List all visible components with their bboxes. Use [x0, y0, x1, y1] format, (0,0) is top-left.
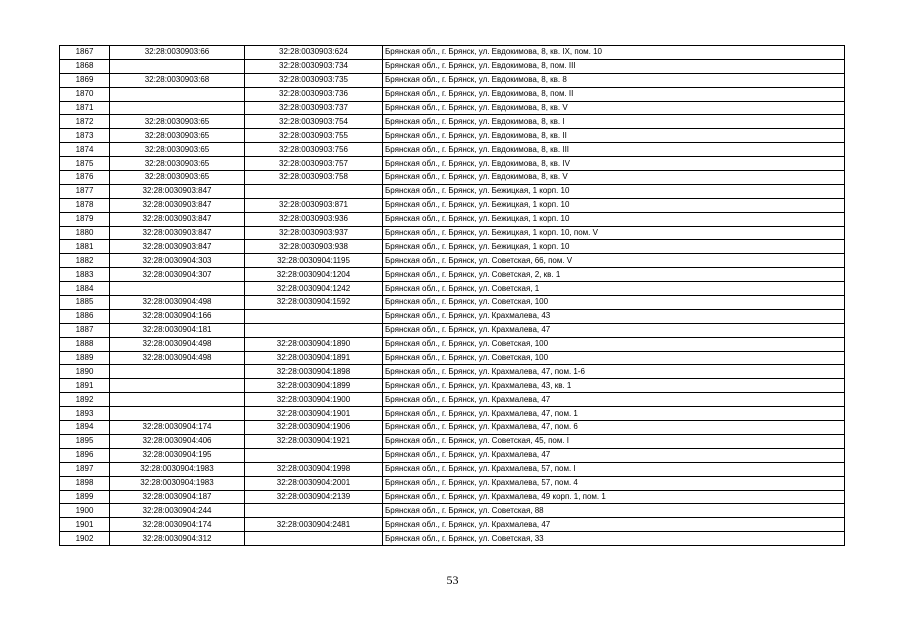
land-cadastral-number-cell: 32:28:0030903:65: [110, 171, 245, 185]
table-row: [60, 212, 845, 226]
address-cell: Брянская обл., г. Брянск, ул. Крахмалева, 57, пом. 4: [383, 476, 845, 490]
row-number-cell: 1871: [60, 101, 110, 115]
table-row: [60, 393, 845, 407]
object-cadastral-number-cell: 32:28:0030904:1898: [245, 365, 383, 379]
page-number: 53: [446, 573, 459, 587]
table-row: [60, 184, 845, 198]
object-cadastral-number-cell: 32:28:0030903:756: [245, 143, 383, 157]
land-cadastral-number-cell: [110, 379, 245, 393]
row-number-cell: 1867: [60, 46, 110, 60]
land-cadastral-number-cell: 32:28:0030903:847: [110, 240, 245, 254]
address-cell: Брянская обл., г. Брянск, ул. Советская, 45, пом. I: [383, 434, 845, 448]
row-number-cell: 1881: [60, 240, 110, 254]
object-cadastral-number-cell: 32:28:0030904:1242: [245, 282, 383, 296]
object-cadastral-number-cell: [245, 532, 383, 546]
address-cell: Брянская обл., г. Брянск, ул. Бежицкая, 1 корп. 10: [383, 198, 845, 212]
land-cadastral-number-cell: [110, 59, 245, 73]
table-row: [60, 476, 845, 490]
registry-table: [59, 45, 845, 546]
table-row: [60, 365, 845, 379]
address-cell: Брянская обл., г. Брянск, ул. Советская, 100: [383, 351, 845, 365]
object-cadastral-number-cell: 32:28:0030904:1900: [245, 393, 383, 407]
object-cadastral-number-cell: 32:28:0030904:2001: [245, 476, 383, 490]
address-cell: Брянская обл., г. Брянск, ул. Крахмалева, 43: [383, 309, 845, 323]
land-cadastral-number-cell: 32:28:0030903:68: [110, 73, 245, 87]
table-row: [60, 115, 845, 129]
address-cell: Брянская обл., г. Брянск, ул. Бежицкая, 1 корп. 10: [383, 212, 845, 226]
address-cell: Брянская обл., г. Брянск, ул. Крахмалева, 43, кв. 1: [383, 379, 845, 393]
table-row: [60, 254, 845, 268]
row-number-cell: 1878: [60, 198, 110, 212]
object-cadastral-number-cell: 32:28:0030903:737: [245, 101, 383, 115]
land-cadastral-number-cell: 32:28:0030903:65: [110, 157, 245, 171]
land-cadastral-number-cell: 32:28:0030904:174: [110, 421, 245, 435]
table-row: [60, 46, 845, 60]
object-cadastral-number-cell: 32:28:0030904:1891: [245, 351, 383, 365]
row-number-cell: 1884: [60, 282, 110, 296]
land-cadastral-number-cell: [110, 393, 245, 407]
object-cadastral-number-cell: [245, 323, 383, 337]
address-cell: Брянская обл., г. Брянск, ул. Бежицкая, 1 корп. 10: [383, 184, 845, 198]
address-cell: Брянская обл., г. Брянск, ул. Бежицкая, 1 корп. 10, пом. V: [383, 226, 845, 240]
row-number-cell: 1870: [60, 87, 110, 101]
row-number-cell: 1898: [60, 476, 110, 490]
land-cadastral-number-cell: 32:28:0030903:847: [110, 212, 245, 226]
table-row: [60, 101, 845, 115]
land-cadastral-number-cell: [110, 365, 245, 379]
address-cell: Брянская обл., г. Брянск, ул. Советская, 66, пом. V: [383, 254, 845, 268]
registry-table-body: [60, 46, 845, 546]
row-number-cell: 1901: [60, 518, 110, 532]
table-row: [60, 240, 845, 254]
row-number-cell: 1868: [60, 59, 110, 73]
land-cadastral-number-cell: 32:28:0030903:65: [110, 143, 245, 157]
table-row: [60, 421, 845, 435]
table-row: [60, 73, 845, 87]
address-cell: Брянская обл., г. Брянск, ул. Советская, 1: [383, 282, 845, 296]
object-cadastral-number-cell: 32:28:0030903:735: [245, 73, 383, 87]
table-row: [60, 198, 845, 212]
address-cell: Брянская обл., г. Брянск, ул. Евдокимова, 8, кв. III: [383, 143, 845, 157]
land-cadastral-number-cell: [110, 101, 245, 115]
address-cell: Брянская обл., г. Брянск, ул. Крахмалева, 47, пом. 1-6: [383, 365, 845, 379]
land-cadastral-number-cell: 32:28:0030903:65: [110, 129, 245, 143]
object-cadastral-number-cell: 32:28:0030904:1195: [245, 254, 383, 268]
object-cadastral-number-cell: 32:28:0030904:1890: [245, 337, 383, 351]
table-row: [60, 462, 845, 476]
object-cadastral-number-cell: 32:28:0030903:755: [245, 129, 383, 143]
object-cadastral-number-cell: 32:28:0030904:1899: [245, 379, 383, 393]
object-cadastral-number-cell: [245, 504, 383, 518]
object-cadastral-number-cell: 32:28:0030904:1998: [245, 462, 383, 476]
land-cadastral-number-cell: 32:28:0030904:312: [110, 532, 245, 546]
object-cadastral-number-cell: [245, 184, 383, 198]
land-cadastral-number-cell: [110, 407, 245, 421]
address-cell: Брянская обл., г. Брянск, ул. Евдокимова, 8, пом. III: [383, 59, 845, 73]
address-cell: Брянская обл., г. Брянск, ул. Крахмалева, 47, пом. 1: [383, 407, 845, 421]
row-number-cell: 1900: [60, 504, 110, 518]
object-cadastral-number-cell: 32:28:0030904:1592: [245, 296, 383, 310]
table-row: [60, 268, 845, 282]
address-cell: Брянская обл., г. Брянск, ул. Крахмалева, 47: [383, 448, 845, 462]
row-number-cell: 1899: [60, 490, 110, 504]
row-number-cell: 1876: [60, 171, 110, 185]
land-cadastral-number-cell: 32:28:0030904:406: [110, 434, 245, 448]
land-cadastral-number-cell: [110, 282, 245, 296]
row-number-cell: 1883: [60, 268, 110, 282]
address-cell: Брянская обл., г. Брянск, ул. Крахмалева, 57, пом. I: [383, 462, 845, 476]
land-cadastral-number-cell: 32:28:0030903:65: [110, 115, 245, 129]
row-number-cell: 1902: [60, 532, 110, 546]
row-number-cell: 1894: [60, 421, 110, 435]
table-row: [60, 157, 845, 171]
row-number-cell: 1891: [60, 379, 110, 393]
land-cadastral-number-cell: 32:28:0030904:244: [110, 504, 245, 518]
address-cell: Брянская обл., г. Брянск, ул. Советская, 100: [383, 296, 845, 310]
row-number-cell: 1874: [60, 143, 110, 157]
land-cadastral-number-cell: 32:28:0030903:847: [110, 226, 245, 240]
land-cadastral-number-cell: 32:28:0030904:181: [110, 323, 245, 337]
table-row: [60, 59, 845, 73]
table-row: [60, 129, 845, 143]
address-cell: Брянская обл., г. Брянск, ул. Евдокимова, 8, кв. V: [383, 101, 845, 115]
row-number-cell: 1893: [60, 407, 110, 421]
table-row: [60, 351, 845, 365]
row-number-cell: 1887: [60, 323, 110, 337]
land-cadastral-number-cell: 32:28:0030904:195: [110, 448, 245, 462]
land-cadastral-number-cell: 32:28:0030904:303: [110, 254, 245, 268]
address-cell: Брянская обл., г. Брянск, ул. Крахмалева, 49 корп. 1, пом. 1: [383, 490, 845, 504]
table-row: [60, 532, 845, 546]
land-cadastral-number-cell: 32:28:0030903:847: [110, 184, 245, 198]
address-cell: Брянская обл., г. Брянск, ул. Евдокимова, 8, кв. 8: [383, 73, 845, 87]
object-cadastral-number-cell: 32:28:0030903:624: [245, 46, 383, 60]
address-cell: Брянская обл., г. Брянск, ул. Крахмалева, 47: [383, 323, 845, 337]
address-cell: Брянская обл., г. Брянск, ул. Советская, 33: [383, 532, 845, 546]
land-cadastral-number-cell: 32:28:0030904:187: [110, 490, 245, 504]
address-cell: Брянская обл., г. Брянск, ул. Евдокимова, 8, кв. I: [383, 115, 845, 129]
row-number-cell: 1885: [60, 296, 110, 310]
object-cadastral-number-cell: 32:28:0030904:1921: [245, 434, 383, 448]
land-cadastral-number-cell: 32:28:0030903:66: [110, 46, 245, 60]
table-row: [60, 504, 845, 518]
table-row: [60, 296, 845, 310]
table-row: [60, 309, 845, 323]
row-number-cell: 1889: [60, 351, 110, 365]
address-cell: Брянская обл., г. Брянск, ул. Крахмалева, 47: [383, 518, 845, 532]
land-cadastral-number-cell: 32:28:0030904:166: [110, 309, 245, 323]
address-cell: Брянская обл., г. Брянск, ул. Крахмалева, 47: [383, 393, 845, 407]
object-cadastral-number-cell: 32:28:0030904:1901: [245, 407, 383, 421]
land-cadastral-number-cell: 32:28:0030904:498: [110, 296, 245, 310]
address-cell: Брянская обл., г. Брянск, ул. Советская, 100: [383, 337, 845, 351]
object-cadastral-number-cell: 32:28:0030903:936: [245, 212, 383, 226]
table-row: [60, 87, 845, 101]
land-cadastral-number-cell: 32:28:0030904:498: [110, 337, 245, 351]
land-cadastral-number-cell: 32:28:0030904:174: [110, 518, 245, 532]
row-number-cell: 1882: [60, 254, 110, 268]
object-cadastral-number-cell: 32:28:0030903:757: [245, 157, 383, 171]
address-cell: Брянская обл., г. Брянск, ул. Крахмалева, 47, пом. 6: [383, 421, 845, 435]
table-row: [60, 379, 845, 393]
table-row: [60, 490, 845, 504]
row-number-cell: 1896: [60, 448, 110, 462]
object-cadastral-number-cell: 32:28:0030903:938: [245, 240, 383, 254]
table-row: [60, 518, 845, 532]
object-cadastral-number-cell: 32:28:0030903:734: [245, 59, 383, 73]
row-number-cell: 1875: [60, 157, 110, 171]
land-cadastral-number-cell: 32:28:0030904:1983: [110, 476, 245, 490]
object-cadastral-number-cell: 32:28:0030903:736: [245, 87, 383, 101]
table-row: [60, 323, 845, 337]
address-cell: Брянская обл., г. Брянск, ул. Евдокимова, 8, кв. IX, пом. 10: [383, 46, 845, 60]
object-cadastral-number-cell: 32:28:0030904:2481: [245, 518, 383, 532]
address-cell: Брянская обл., г. Брянск, ул. Евдокимова, 8, пом. II: [383, 87, 845, 101]
address-cell: Брянская обл., г. Брянск, ул. Бежицкая, 1 корп. 10: [383, 240, 845, 254]
table-row: [60, 282, 845, 296]
object-cadastral-number-cell: [245, 448, 383, 462]
table-row: [60, 448, 845, 462]
object-cadastral-number-cell: 32:28:0030904:1204: [245, 268, 383, 282]
object-cadastral-number-cell: 32:28:0030903:871: [245, 198, 383, 212]
row-number-cell: 1873: [60, 129, 110, 143]
table-row: [60, 171, 845, 185]
object-cadastral-number-cell: 32:28:0030903:937: [245, 226, 383, 240]
table-row: [60, 407, 845, 421]
row-number-cell: 1886: [60, 309, 110, 323]
row-number-cell: 1879: [60, 212, 110, 226]
row-number-cell: 1880: [60, 226, 110, 240]
row-number-cell: 1895: [60, 434, 110, 448]
land-cadastral-number-cell: [110, 87, 245, 101]
row-number-cell: 1877: [60, 184, 110, 198]
address-cell: Брянская обл., г. Брянск, ул. Советская, 2, кв. 1: [383, 268, 845, 282]
address-cell: Брянская обл., г. Брянск, ул. Евдокимова, 8, кв. IV: [383, 157, 845, 171]
row-number-cell: 1892: [60, 393, 110, 407]
address-cell: Брянская обл., г. Брянск, ул. Евдокимова, 8, кв. II: [383, 129, 845, 143]
object-cadastral-number-cell: 32:28:0030903:754: [245, 115, 383, 129]
address-cell: Брянская обл., г. Брянск, ул. Советская, 88: [383, 504, 845, 518]
land-cadastral-number-cell: 32:28:0030904:307: [110, 268, 245, 282]
row-number-cell: 1872: [60, 115, 110, 129]
table-row: [60, 226, 845, 240]
address-cell: Брянская обл., г. Брянск, ул. Евдокимова, 8, кв. V: [383, 171, 845, 185]
table-row: [60, 434, 845, 448]
row-number-cell: 1890: [60, 365, 110, 379]
table-row: [60, 143, 845, 157]
object-cadastral-number-cell: 32:28:0030903:758: [245, 171, 383, 185]
object-cadastral-number-cell: 32:28:0030904:1906: [245, 421, 383, 435]
row-number-cell: 1897: [60, 462, 110, 476]
row-number-cell: 1869: [60, 73, 110, 87]
table-row: [60, 337, 845, 351]
land-cadastral-number-cell: 32:28:0030904:498: [110, 351, 245, 365]
object-cadastral-number-cell: [245, 309, 383, 323]
object-cadastral-number-cell: 32:28:0030904:2139: [245, 490, 383, 504]
land-cadastral-number-cell: 32:28:0030904:1983: [110, 462, 245, 476]
row-number-cell: 1888: [60, 337, 110, 351]
land-cadastral-number-cell: 32:28:0030903:847: [110, 198, 245, 212]
